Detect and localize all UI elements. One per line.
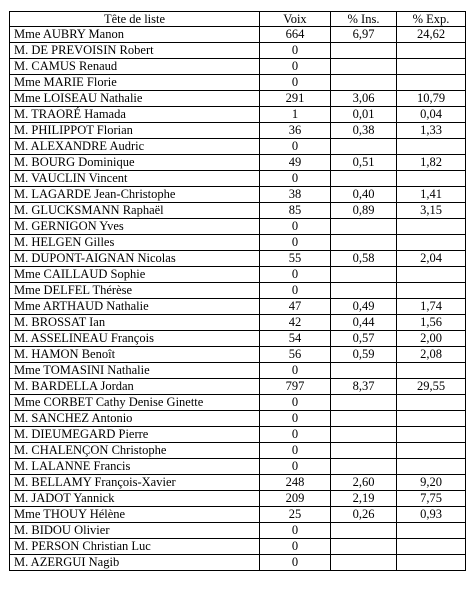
cell-tete-de-liste: M. BELLAMY François-Xavier [10, 475, 260, 491]
cell-tete-de-liste: M. DIEUMEGARD Pierre [10, 427, 260, 443]
cell-pct-exp: 1,56 [397, 315, 466, 331]
table-row [10, 171, 466, 187]
cell-voix: 0 [260, 395, 331, 411]
cell-tete-de-liste: Mme THOUY Hélène [10, 507, 260, 523]
cell-tete-de-liste: M. BIDOU Olivier [10, 523, 260, 539]
table-row [10, 315, 466, 331]
cell-tete-de-liste: Mme MARIE Florie [10, 75, 260, 91]
cell-pct-exp [397, 427, 466, 443]
cell-pct-ins [331, 75, 397, 91]
cell-tete-de-liste: M. GLUCKSMANN Raphaël [10, 203, 260, 219]
table-row [10, 299, 466, 315]
cell-pct-ins: 0,59 [331, 347, 397, 363]
cell-tete-de-liste: M. TRAORÉ Hamada [10, 107, 260, 123]
cell-pct-ins [331, 219, 397, 235]
cell-tete-de-liste: M. CHALENÇON Christophe [10, 443, 260, 459]
cell-voix: 36 [260, 123, 331, 139]
cell-tete-de-liste: M. LALANNE Francis [10, 459, 260, 475]
cell-pct-ins [331, 363, 397, 379]
cell-voix: 0 [260, 219, 331, 235]
cell-pct-exp [397, 459, 466, 475]
table-row [10, 155, 466, 171]
table-row [10, 203, 466, 219]
cell-pct-exp [397, 411, 466, 427]
cell-tete-de-liste: Mme CAILLAUD Sophie [10, 267, 260, 283]
cell-voix: 664 [260, 27, 331, 43]
table-row [10, 27, 466, 43]
cell-tete-de-liste: M. ALEXANDRE Audric [10, 139, 260, 155]
table-row [10, 363, 466, 379]
table-row [10, 411, 466, 427]
cell-voix: 1 [260, 107, 331, 123]
cell-tete-de-liste: Mme TOMASINI Nathalie [10, 363, 260, 379]
header-pct-ins: % Ins. [331, 12, 397, 27]
cell-pct-ins [331, 235, 397, 251]
table-row [10, 523, 466, 539]
table-row [10, 395, 466, 411]
cell-voix: 54 [260, 331, 331, 347]
cell-pct-exp: 2,08 [397, 347, 466, 363]
cell-pct-exp: 1,41 [397, 187, 466, 203]
cell-voix: 0 [260, 363, 331, 379]
cell-voix: 0 [260, 555, 331, 571]
cell-pct-exp: 1,74 [397, 299, 466, 315]
cell-voix: 0 [260, 523, 331, 539]
cell-voix: 56 [260, 347, 331, 363]
cell-tete-de-liste: M. JADOT Yannick [10, 491, 260, 507]
cell-voix: 0 [260, 43, 331, 59]
cell-pct-exp: 29,55 [397, 379, 466, 395]
cell-tete-de-liste: M. VAUCLIN Vincent [10, 171, 260, 187]
cell-voix: 248 [260, 475, 331, 491]
cell-pct-exp: 7,75 [397, 491, 466, 507]
cell-pct-exp [397, 59, 466, 75]
header-pct-exp: % Exp. [397, 12, 466, 27]
cell-pct-exp [397, 363, 466, 379]
cell-tete-de-liste: M. AZERGUI Nagib [10, 555, 260, 571]
cell-pct-exp: 9,20 [397, 475, 466, 491]
cell-tete-de-liste: M. HELGEN Gilles [10, 235, 260, 251]
table-row [10, 555, 466, 571]
cell-tete-de-liste: M. BROSSAT Ian [10, 315, 260, 331]
cell-voix: 0 [260, 459, 331, 475]
cell-pct-exp [397, 139, 466, 155]
cell-pct-ins: 0,44 [331, 315, 397, 331]
cell-voix: 38 [260, 187, 331, 203]
cell-voix: 0 [260, 59, 331, 75]
table-row [10, 107, 466, 123]
cell-tete-de-liste: M. SANCHEZ Antonio [10, 411, 260, 427]
cell-voix: 0 [260, 267, 331, 283]
cell-pct-exp [397, 443, 466, 459]
cell-pct-ins: 2,19 [331, 491, 397, 507]
cell-voix: 291 [260, 91, 331, 107]
cell-pct-exp [397, 283, 466, 299]
cell-pct-ins: 6,97 [331, 27, 397, 43]
cell-voix: 0 [260, 283, 331, 299]
cell-pct-ins [331, 139, 397, 155]
cell-tete-de-liste: M. BARDELLA Jordan [10, 379, 260, 395]
cell-tete-de-liste: M. DUPONT-AIGNAN Nicolas [10, 251, 260, 267]
cell-pct-ins: 0,01 [331, 107, 397, 123]
cell-tete-de-liste: M. LAGARDE Jean-Christophe [10, 187, 260, 203]
table-body [10, 27, 466, 571]
cell-pct-ins [331, 459, 397, 475]
cell-pct-ins: 0,89 [331, 203, 397, 219]
cell-pct-ins: 0,26 [331, 507, 397, 523]
cell-voix: 0 [260, 171, 331, 187]
cell-pct-ins [331, 555, 397, 571]
cell-voix: 0 [260, 539, 331, 555]
cell-voix: 25 [260, 507, 331, 523]
cell-tete-de-liste: M. BOURG Dominique [10, 155, 260, 171]
cell-tete-de-liste: Mme LOISEAU Nathalie [10, 91, 260, 107]
cell-tete-de-liste: Mme ARTHAUD Nathalie [10, 299, 260, 315]
header-tete-de-liste: Tête de liste [10, 12, 260, 27]
cell-pct-ins: 0,40 [331, 187, 397, 203]
cell-pct-exp [397, 539, 466, 555]
table-row [10, 219, 466, 235]
table-row [10, 427, 466, 443]
table-row [10, 475, 466, 491]
cell-tete-de-liste: Mme DELFEL Thérèse [10, 283, 260, 299]
cell-tete-de-liste: Mme CORBET Cathy Denise Ginette [10, 395, 260, 411]
cell-tete-de-liste: M. PHILIPPOT Florian [10, 123, 260, 139]
table-row [10, 75, 466, 91]
cell-tete-de-liste: Mme AUBRY Manon [10, 27, 260, 43]
cell-pct-ins [331, 539, 397, 555]
table-row [10, 251, 466, 267]
table-row [10, 283, 466, 299]
results-table [9, 11, 466, 571]
table-row [10, 379, 466, 395]
cell-voix: 49 [260, 155, 331, 171]
cell-tete-de-liste: M. HAMON Benoît [10, 347, 260, 363]
cell-pct-exp: 0,04 [397, 107, 466, 123]
cell-pct-ins [331, 427, 397, 443]
cell-voix: 47 [260, 299, 331, 315]
cell-pct-ins [331, 443, 397, 459]
cell-pct-ins: 8,37 [331, 379, 397, 395]
cell-pct-exp [397, 235, 466, 251]
cell-pct-exp: 2,00 [397, 331, 466, 347]
table-row [10, 491, 466, 507]
cell-tete-de-liste: M. DE PREVOISIN Robert [10, 43, 260, 59]
cell-voix: 0 [260, 427, 331, 443]
cell-pct-ins [331, 395, 397, 411]
table-row [10, 91, 466, 107]
cell-voix: 0 [260, 139, 331, 155]
table-row [10, 59, 466, 75]
cell-pct-ins [331, 59, 397, 75]
cell-tete-de-liste: M. ASSELINEAU François [10, 331, 260, 347]
table-row [10, 187, 466, 203]
cell-pct-exp [397, 555, 466, 571]
header-row [10, 12, 466, 27]
table-row [10, 539, 466, 555]
table-row [10, 267, 466, 283]
cell-pct-exp [397, 171, 466, 187]
cell-pct-exp: 2,04 [397, 251, 466, 267]
table-row [10, 443, 466, 459]
cell-pct-ins: 2,60 [331, 475, 397, 491]
cell-pct-exp [397, 395, 466, 411]
cell-voix: 0 [260, 235, 331, 251]
table-row [10, 139, 466, 155]
cell-voix: 85 [260, 203, 331, 219]
cell-pct-ins [331, 283, 397, 299]
cell-pct-exp [397, 267, 466, 283]
cell-voix: 0 [260, 411, 331, 427]
header-voix: Voix [260, 12, 331, 27]
cell-pct-exp: 1,33 [397, 123, 466, 139]
table-row [10, 235, 466, 251]
cell-pct-exp: 0,93 [397, 507, 466, 523]
cell-voix: 209 [260, 491, 331, 507]
cell-pct-ins: 0,58 [331, 251, 397, 267]
cell-pct-ins: 3,06 [331, 91, 397, 107]
cell-voix: 0 [260, 443, 331, 459]
table-row [10, 43, 466, 59]
cell-pct-ins [331, 267, 397, 283]
table-row [10, 331, 466, 347]
table-row [10, 507, 466, 523]
cell-pct-ins [331, 523, 397, 539]
cell-pct-exp: 3,15 [397, 203, 466, 219]
cell-tete-de-liste: M. CAMUS Renaud [10, 59, 260, 75]
cell-pct-exp: 10,79 [397, 91, 466, 107]
table-row [10, 123, 466, 139]
cell-pct-exp [397, 219, 466, 235]
cell-pct-ins: 0,51 [331, 155, 397, 171]
cell-pct-ins [331, 43, 397, 59]
cell-pct-ins: 0,38 [331, 123, 397, 139]
cell-pct-exp: 24,62 [397, 27, 466, 43]
cell-pct-ins: 0,49 [331, 299, 397, 315]
table-row [10, 459, 466, 475]
cell-voix: 0 [260, 75, 331, 91]
cell-pct-exp [397, 523, 466, 539]
cell-voix: 797 [260, 379, 331, 395]
cell-pct-ins [331, 411, 397, 427]
cell-tete-de-liste: M. PERSON Christian Luc [10, 539, 260, 555]
cell-pct-exp: 1,82 [397, 155, 466, 171]
cell-pct-ins [331, 171, 397, 187]
cell-pct-ins: 0,57 [331, 331, 397, 347]
cell-tete-de-liste: M. GERNIGON Yves [10, 219, 260, 235]
cell-pct-exp [397, 75, 466, 91]
cell-voix: 42 [260, 315, 331, 331]
cell-pct-exp [397, 43, 466, 59]
cell-voix: 55 [260, 251, 331, 267]
table-row [10, 347, 466, 363]
